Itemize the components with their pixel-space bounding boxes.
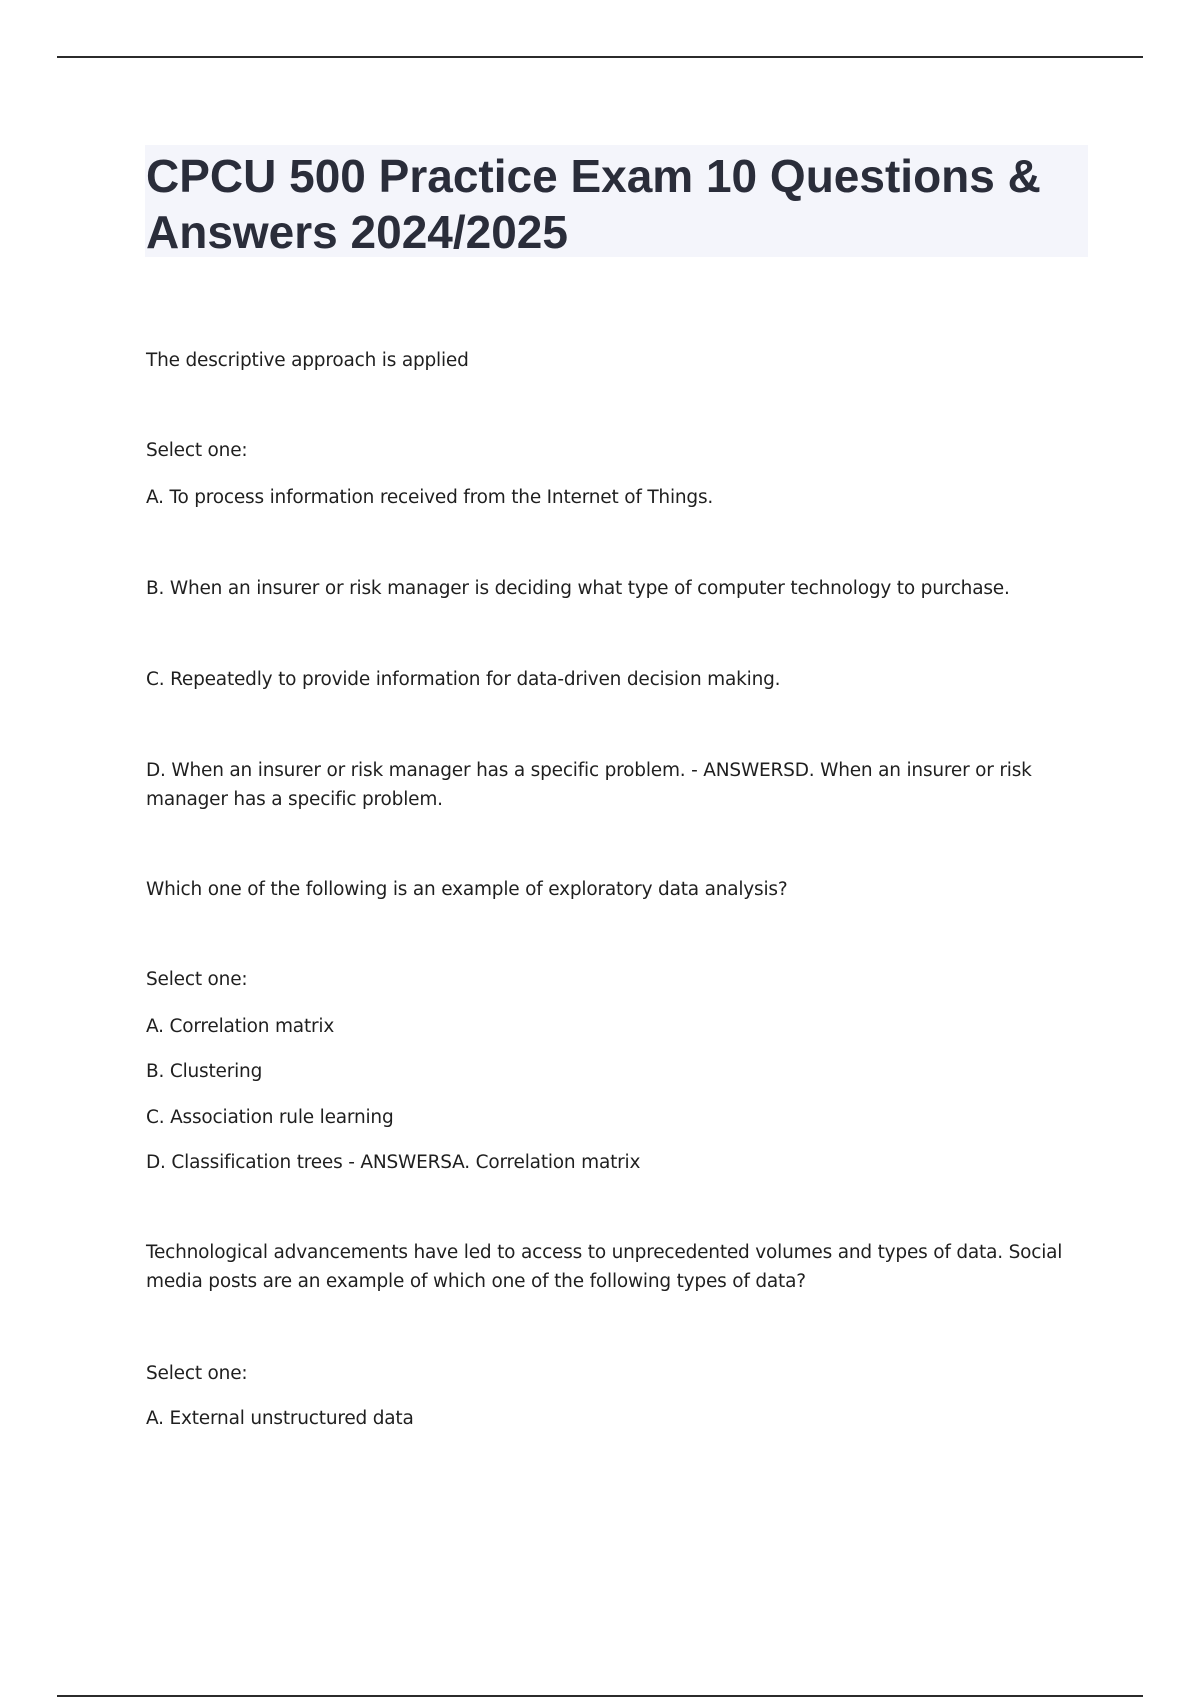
question-2-option-a: A. Correlation matrix — [146, 1016, 335, 1037]
question-3-text: Technological advancements have led to access to unprecedented volumes and types of data. Social media posts are an example of which one of the following types of data? — [146, 1242, 1063, 1292]
question-1-option-d-answer: D. When an insurer or risk manager has a specific problem. - ANSWERSD. When an insurer or risk manager has a specific problem. — [146, 760, 1032, 810]
question-3-prompt: Select one: — [146, 1363, 248, 1384]
question-3-option-a: A. External unstructured data — [146, 1408, 414, 1429]
question-2-text: Which one of the following is an example of exploratory data analysis? — [146, 879, 788, 900]
question-1-prompt: Select one: — [146, 440, 248, 461]
question-2-option-d-answer: D. Classification trees - ANSWERSA. Correlation matrix — [146, 1152, 641, 1173]
question-1-option-b: B. When an insurer or risk manager is deciding what type of computer technology to purchase. — [146, 578, 1010, 599]
question-2-prompt: Select one: — [146, 969, 248, 990]
document-title: CPCU 500 Practice Exam 10 Questions & Answers 2024/2025 — [146, 150, 1041, 258]
question-2-option-b: B. Clustering — [146, 1061, 263, 1082]
header-rule — [57, 56, 1143, 58]
question-1-option-c: C. Repeatedly to provide information for data-driven decision making. — [146, 669, 781, 690]
question-2-option-c: C. Association rule learning — [146, 1107, 394, 1128]
question-1-text: The descriptive approach is applied — [146, 350, 469, 371]
question-1-option-a: A. To process information received from the Internet of Things. — [146, 487, 714, 508]
footer-rule — [57, 1695, 1143, 1697]
